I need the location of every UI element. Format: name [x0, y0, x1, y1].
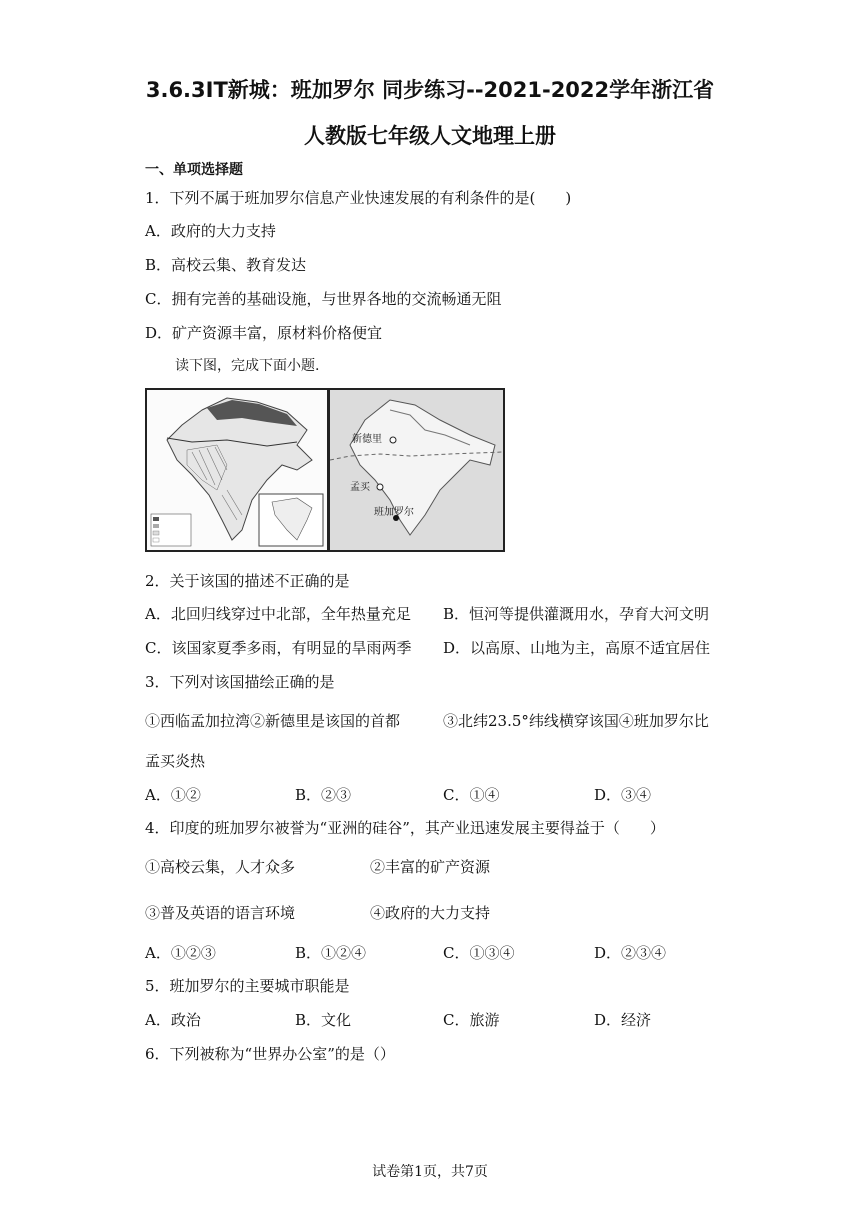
map-label-bangalore: 班加罗尔	[374, 507, 414, 518]
q4-option-d: D．②③④	[594, 944, 667, 962]
map-label-mumbai: 孟买	[350, 482, 370, 493]
q4-statement-2: ②丰富的矿产资源	[370, 858, 491, 876]
q1-option-c: C．拥有完善的基础设施，与世界各地的交流畅通无阻	[145, 290, 502, 308]
q3-option-d: D．③④	[594, 786, 652, 804]
q5-option-a: A．政治	[145, 1011, 201, 1029]
q1-stem: 1．下列不属于班加罗尔信息产业快速发展的有利条件的是( )	[145, 189, 572, 207]
q6-stem: 6．下列被称为“世界办公室”的是（）	[145, 1045, 395, 1063]
q3-statements-3-4: ③北纬23.5°纬线横穿该国④班加罗尔比	[443, 712, 709, 730]
india-rainfall-map	[145, 388, 329, 552]
q3-statement-4-continued: 孟买炎热	[145, 752, 206, 770]
q2-stem: 2．关于该国的描述不正确的是	[145, 572, 350, 590]
q4-option-c: C．①③④	[443, 944, 515, 962]
q5-option-c: C．旅游	[443, 1011, 500, 1029]
india-rainfall-map-graphic	[147, 390, 327, 550]
doc-title-line1: 3.6.3IT新城：班加罗尔 同步练习--2021-2022学年浙江省	[145, 78, 715, 102]
q4-option-b: B．①②④	[295, 944, 367, 962]
page-footer: 试卷第1页，共7页	[372, 1164, 488, 1180]
q2-option-d: D．以高原、山地为主，高原不适宜居住	[443, 639, 711, 657]
q5-stem: 5．班加罗尔的主要城市职能是	[145, 977, 350, 995]
q1-option-a: A．政府的大力支持	[145, 222, 276, 240]
q4-stem: 4．印度的班加罗尔被誉为“亚洲的硅谷”，其产业迅速发展主要得益于（ ）	[145, 819, 665, 837]
doc-title-line2: 人教版七年级人文地理上册	[304, 124, 556, 148]
q4-option-a: A．①②③	[145, 944, 216, 962]
map-label-new-delhi: 新德里	[352, 434, 382, 445]
q1-option-b: B．高校云集、教育发达	[145, 256, 307, 274]
india-cities-map-graphic	[330, 390, 503, 550]
q2-option-a: A．北回归线穿过中北部，全年热量充足	[145, 605, 411, 623]
q1-option-d: D．矿产资源丰富，原材料价格便宜	[145, 324, 383, 342]
q3-stem: 3．下列对该国描绘正确的是	[145, 673, 335, 691]
q3-option-b: B．②③	[295, 786, 352, 804]
q2-option-c: C．该国家夏季多雨，有明显的旱雨两季	[145, 639, 412, 657]
q4-statement-4: ④政府的大力支持	[370, 904, 491, 922]
section-heading: 一、单项选择题	[145, 162, 243, 178]
india-cities-map	[328, 388, 505, 552]
read-prompt: 读下图，完成下面小题.	[175, 358, 320, 374]
q3-statements-1-2: ①西临孟加拉湾②新德里是该国的首都	[145, 712, 401, 730]
q4-statement-1: ①高校云集，人才众多	[145, 858, 296, 876]
q3-option-a: A．①②	[145, 786, 201, 804]
q5-option-b: B．文化	[295, 1011, 352, 1029]
q2-option-b: B．恒河等提供灌溉用水，孕育大河文明	[443, 605, 710, 623]
q5-option-d: D．经济	[594, 1011, 652, 1029]
q3-option-c: C．①④	[443, 786, 500, 804]
q4-statement-3: ③普及英语的语言环境	[145, 904, 296, 922]
